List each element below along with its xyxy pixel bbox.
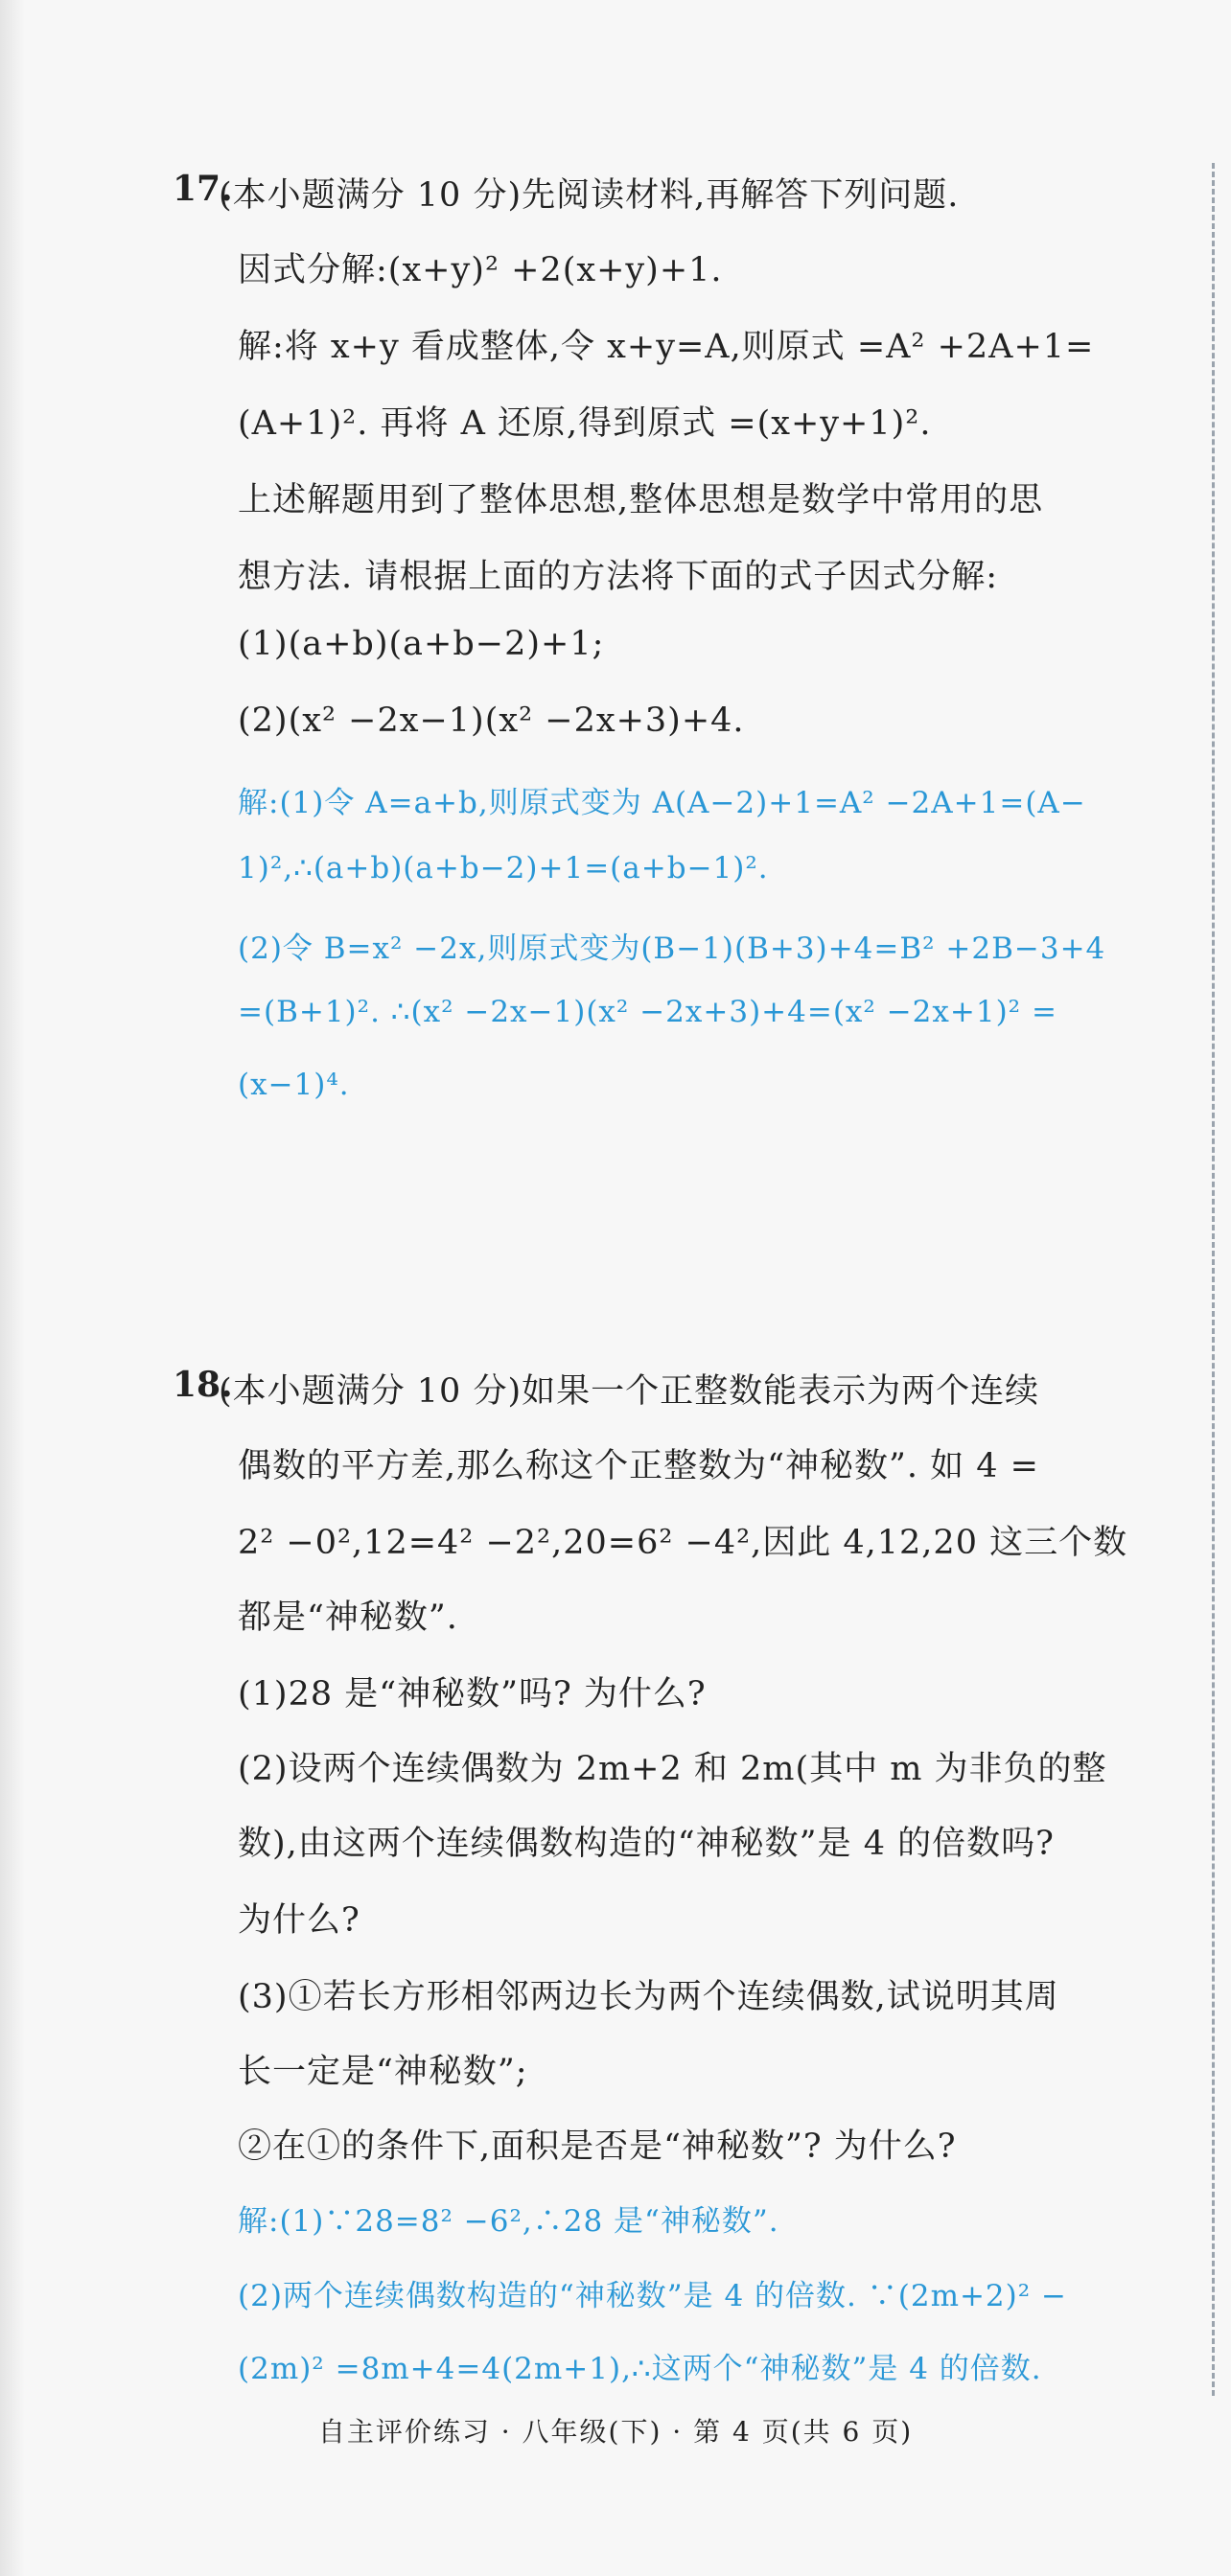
answer-line: (2)两个连续偶数构造的“神秘数”是 4 的倍数. ∵(2m+2)² − — [238, 2279, 1068, 2313]
problem-line: (3)①若长方形相邻两边长为两个连续偶数,试说明其周 — [238, 1978, 1059, 2016]
problem-line: (2)(x² −2x−1)(x² −2x+3)+4. — [238, 702, 745, 740]
problem-line: (本小题满分 10 分)先阅读材料,再解答下列问题. — [219, 176, 960, 215]
answer-line: (2)令 B=x² −2x,则原式变为(B−1)(B+3)+4=B² +2B−3+4 — [238, 932, 1106, 966]
problem-line: 长一定是“神秘数”; — [238, 2053, 528, 2091]
problem-line: 因式分解:(x+y)² +2(x+y)+1. — [238, 251, 723, 289]
problem-line: ②在①的条件下,面积是否是“神秘数”? 为什么? — [238, 2128, 957, 2166]
problem-line: 上述解题用到了整体思想,整体思想是数学中常用的思 — [238, 481, 1044, 519]
problem-number: 17. — [173, 169, 233, 209]
answer-line: 1)²,∴(a+b)(a+b−2)+1=(a+b−1)². — [238, 851, 769, 886]
answer-line: 解:(1)∵28=8² −6²,∴28 是“神秘数”. — [238, 2204, 779, 2239]
answer-line: (2m)² =8m+4=4(2m+1),∴这两个“神秘数”是 4 的倍数. — [238, 2352, 1042, 2386]
binding-margin-line — [1212, 163, 1215, 2396]
problem-line: 偶数的平方差,那么称这个正整数为“神秘数”. 如 4 = — [238, 1447, 1040, 1485]
answer-line: 解:(1)令 A=a+b,则原式变为 A(A−2)+1=A² −2A+1=(A− — [238, 786, 1086, 820]
problem-line: (A+1)². 再将 A 还原,得到原式 =(x+y+1)². — [238, 404, 932, 443]
problem-line: (2)设两个连续偶数为 2m+2 和 2m(其中 m 为非负的整 — [238, 1750, 1107, 1788]
problem-line: (本小题满分 10 分)如果一个正整数能表示为两个连续 — [219, 1372, 1040, 1411]
page-footer: 自主评价练习 · 八年级(下) · 第 4 页(共 6 页) — [317, 2416, 914, 2448]
problem-line: 数),由这两个连续偶数构造的“神秘数”是 4 的倍数吗? — [238, 1825, 1055, 1863]
problem-line: 都是“神秘数”. — [238, 1598, 458, 1637]
problem-line: 为什么? — [238, 1901, 360, 1940]
page-edge-shadow — [0, 0, 25, 2576]
problem-line: (1)(a+b)(a+b−2)+1; — [238, 625, 605, 663]
answer-line: (x−1)⁴. — [238, 1068, 350, 1102]
answer-line: =(B+1)². ∴(x² −2x−1)(x² −2x+3)+4=(x² −2x+1)² = — [238, 995, 1057, 1029]
problem-line: (1)28 是“神秘数”吗? 为什么? — [238, 1675, 707, 1714]
problem-line: 想方法. 请根据上面的方法将下面的式子因式分解: — [238, 558, 999, 596]
problem-number: 18. — [173, 1365, 233, 1405]
problem-line: 2² −0²,12=4² −2²,20=6² −4²,因此 4,12,20 这三个数 — [238, 1524, 1128, 1562]
problem-line: 解:将 x+y 看成整体,令 x+y=A,则原式 =A² +2A+1= — [238, 328, 1095, 366]
